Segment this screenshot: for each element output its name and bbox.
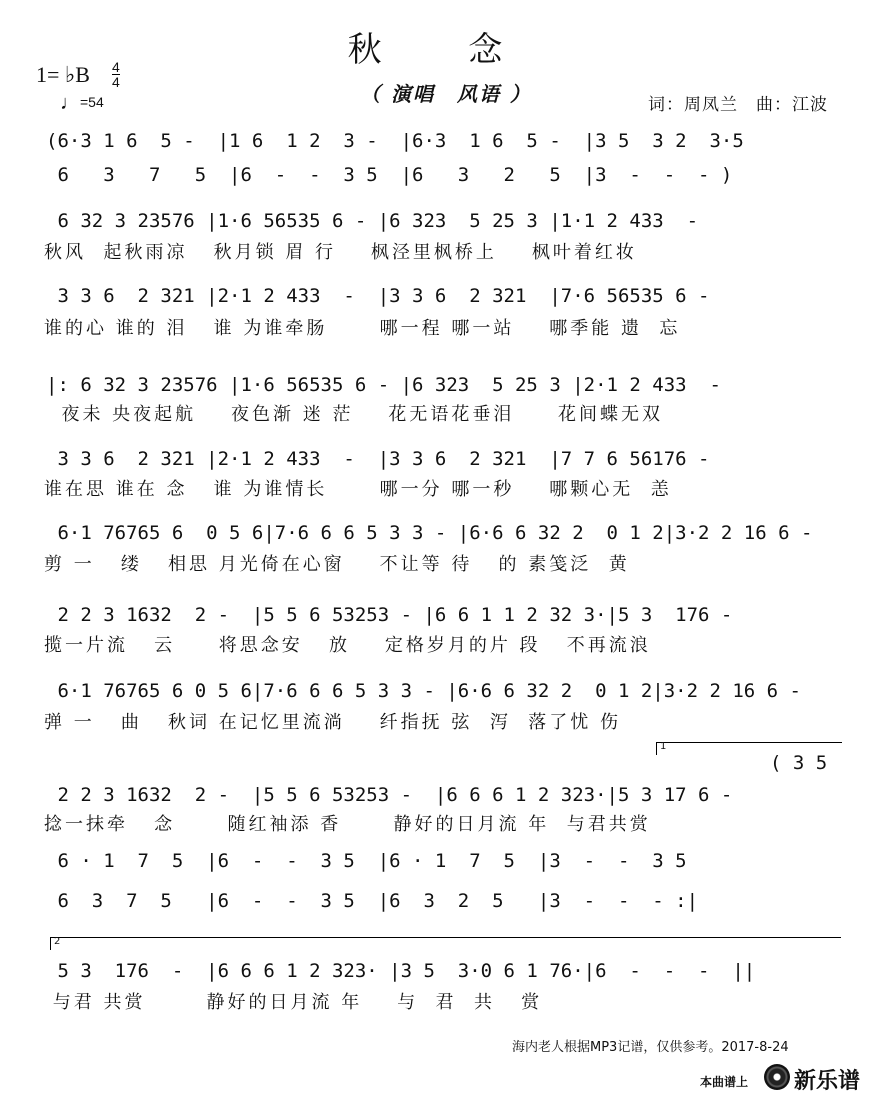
- quarter-note-icon: ♩: [60, 92, 80, 114]
- lyric-row-3: 秋风 起秋雨凉 秋月锁 眉 行 枫泾里枫桥上 枫叶着红妆: [44, 242, 637, 263]
- time-bottom: 4: [112, 74, 120, 90]
- lyric-row-5: 夜未 央夜起航 夜色渐 迷 茫 花无语花垂泪 花间蝶无双: [44, 404, 663, 425]
- tempo-marking: [60, 92, 104, 115]
- volta-second-ending: 2: [50, 937, 841, 950]
- lyric-row-10: 捻一抹牵 念 随红袖添 香 静好的日月流 年 与君共赏: [44, 814, 651, 835]
- composer-credits: 词：周凤兰 曲：江波: [648, 95, 828, 115]
- time-top: 4: [112, 59, 120, 75]
- score-row-3: 6 32 3 23576 |1·6 56535 6 - |6 323 5 25 3 |1·1 2 433 -: [46, 210, 699, 232]
- score-row-9: 6·1 76765 6 0 5 6|7·6 6 6 5 3 3 - |6·6 6 32 2 0 1 2|3·2 2 16 6 -: [46, 680, 801, 702]
- lyric-row-9: 弹 一 曲 秋词 在记忆里流淌 纤指抚 弦 泻 落了忧 伤: [44, 712, 621, 733]
- score-row-10: 2 2 3 1632 2 - |5 5 6 53253 - |6 6 6 1 2 323·|5 3 17 6 -: [46, 784, 733, 806]
- score-row-8: 2 2 3 1632 2 - |5 5 6 53253 - |6 6 1 1 2 32 3·|5 3 176 -: [46, 604, 733, 626]
- score-row-10-extra: ( 3 5: [770, 752, 828, 774]
- lyric-row-7: 剪 一 缕 相思 月光倚在心窗 不让等 待 的 素笺泛 黄: [44, 554, 630, 575]
- score-row-7: 6·1 76765 6 0 5 6|7·6 6 6 5 3 3 - |6·6 6 32 2 0 1 2|3·2 2 16 6 -: [46, 522, 813, 544]
- tempo-value: =54: [80, 94, 104, 110]
- song-title: 秋 念: [347, 30, 541, 70]
- score-row-13: 5 3 176 - |6 6 6 1 2 323· |3 5 3·0 6 1 76·|6 - - - ||: [46, 960, 756, 982]
- time-signature: [112, 60, 120, 89]
- score-row-2: 6 3 7 5 |6 - - 3 5 |6 3 2 5 |3 - - - ): [46, 164, 733, 186]
- key-signature: 1= ♭B: [36, 62, 90, 87]
- lyric-row-6: 谁在思 谁在 念 谁 为谁情长 哪一分 哪一秒 哪颗心无 恙: [44, 479, 672, 500]
- lyric-row-8: 揽一片流 云 将思念安 放 定格岁月的片 段 不再流浪: [44, 635, 651, 656]
- score-row-6: 3 3 6 2 321 |2·1 2 433 - |3 3 6 2 321 |7 7 6 56176 -: [46, 448, 710, 470]
- record-disc-icon: [764, 1064, 790, 1090]
- score-row-12: 6 3 7 5 |6 - - 3 5 |6 3 2 5 |3 - - - :|: [46, 890, 699, 912]
- score-row-1: (6·3 1 6 5 - |1 6 1 2 3 - |6·3 1 6 5 - |3 5 3 2 3·5: [46, 130, 744, 152]
- score-row-11: 6 · 1 7 5 |6 - - 3 5 |6 · 1 7 5 |3 - - 3 5: [46, 850, 687, 872]
- lyric-row-4: 谁的心 谁的 泪 谁 为谁牵肠 哪一程 哪一站 哪季能 遗 忘: [44, 318, 681, 339]
- lyric-row-13: 与君 共赏 静好的日月流 年 与 君 共 赏: [44, 992, 543, 1013]
- upload-label: 本曲谱上: [700, 1075, 749, 1089]
- transcription-note: 海内老人根据MP3记谱，仅供参考。2017-8-24: [512, 1040, 789, 1055]
- score-row-4: 3 3 6 2 321 |2·1 2 433 - |3 3 6 2 321 |7·6 56535 6 -: [46, 285, 710, 307]
- volta-first-ending: 1: [656, 742, 842, 755]
- score-row-5: |: 6 32 3 23576 |1·6 56535 6 - |6 323 5 25 3 |2·1 2 433 -: [46, 374, 721, 396]
- singer-credit: （ 演唱 风语 ）: [360, 82, 532, 106]
- brand-logo: 新乐谱: [794, 1069, 861, 1094]
